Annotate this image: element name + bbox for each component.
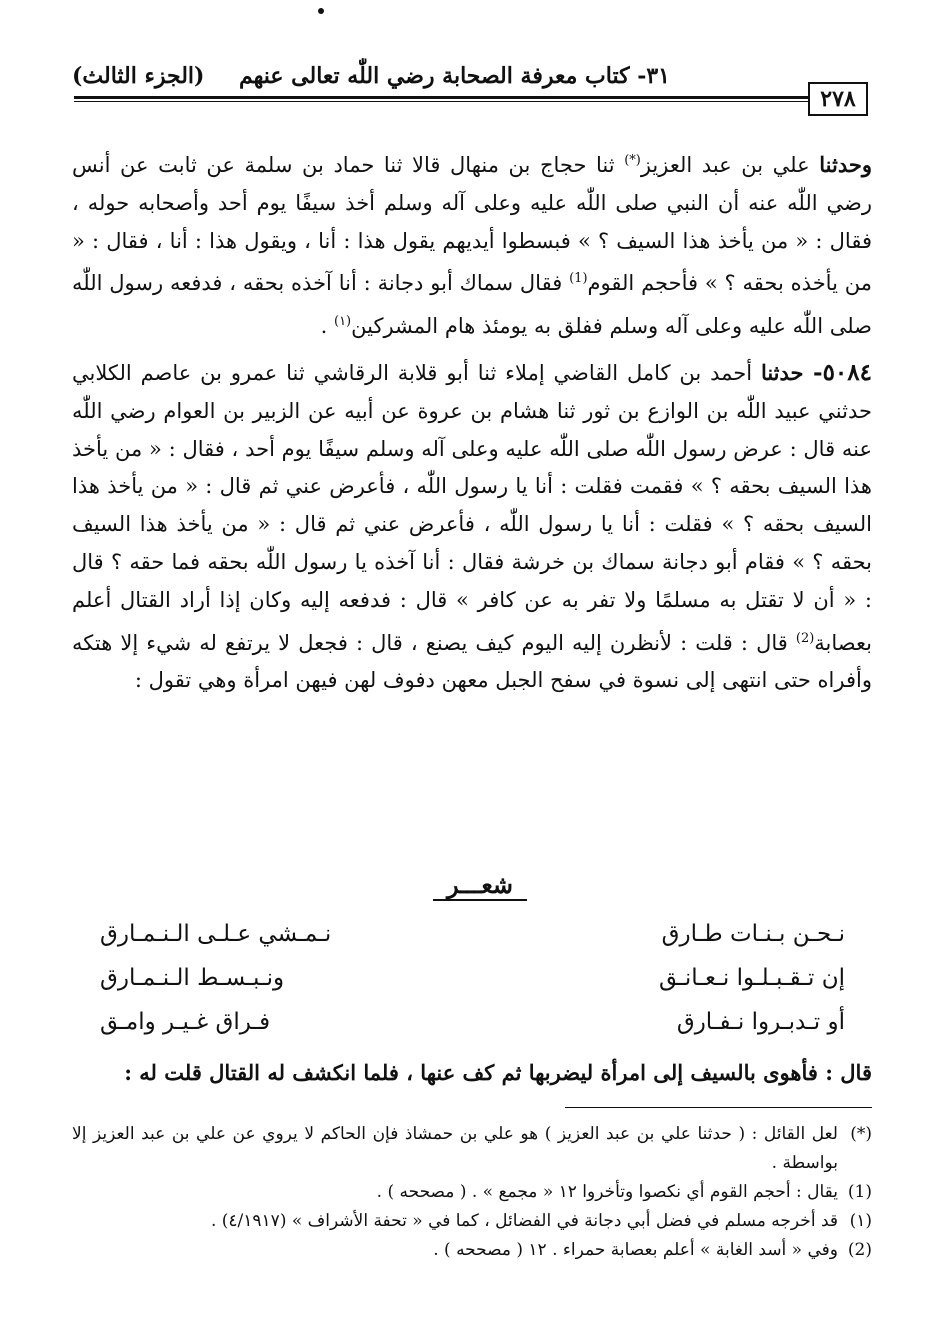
footnotes [72,1120,872,1265]
verse-line [100,1000,845,1044]
footnote [72,1236,872,1265]
footnote-ref: (١) [333,314,352,330]
main-text [72,142,872,700]
paragraph-2 [72,354,872,700]
header-rule-thin [74,101,808,102]
verse-line [100,956,845,1000]
footnote-text: يقال : أحجم القوم أي نكصوا وتأخروا ١٢ « مجمع » . ( مصححه ) . [376,1182,838,1202]
verse-hemistich: نـمـشي عـلـى الـنـمـارق [100,921,332,947]
footnote-marker: (2) [847,1240,872,1260]
volume-label: (الجزء الثالث) [72,63,205,89]
footnote-ref: (2) [795,630,815,646]
footnote-marker: (1) [847,1182,872,1202]
footnote [72,1207,872,1236]
poem-title: شعـــر [360,870,600,899]
paragraph-2-text-a: أحمد بن كامل القاضي إملاء ثنا أبو قلابة الرقاشي ثنا عمرو بن عاصم الكلابي حدثني عبيد اللّٰه بن الوازع بن ثور ثنا هشام بن عروة عن أبيه عن الزبير بن العوام رضي اللّٰه عنه قال : عرض رسول اللّٰه صلى اللّٰه عليه وعلى آله وسلم سيفًا يوم أحد ، فقال : « من يأخذ هذا السيف بحقه ؟ » فقمت فقلت : أنا يا رسول اللّٰه ، فأعرض عني ثم قال : « من يأخذ هذا السيف بحقه ؟ » فقلت : أنا يا رسول اللّٰه ، فأعرض عني ثم قال : « من يأخذ هذا السيف بحقه ؟ » فقام أبو دجانة سماك بن خرشة فقال : أنا آخذه يا رسول اللّٰه بحقه فما حقه ؟ قال : « أن لا تقتل به مسلمًا ولا تفر به عن كافر » قال : فدفعه إليه وكان إذا أراد القتال أعلم بعصابة [72,360,872,655]
paragraph-1-text-a: علي بن عبد العزيز [640,153,820,177]
verse-hemistich: فـراق غـيـر وامـق [100,1009,271,1035]
paragraph-1-text-d: . [320,314,334,339]
paragraph-1-text-b: ثنا حجاج بن منهال قالا ثنا حماد بن سلمة عن ثابت عن أنس رضي اللّٰه عنه أن النبي صلى اللّٰه عليه وعلى آله وسلم أخذ سيفًا يوم أحد وأصحابه حوله ، فقال : « من يأخذ هذا السيف ؟ » فبسطوا أيديهم يقول هذا : أنا ، ويقول هذا : أنا ، فقال : « من يأخذه بحقه ؟ » فأحجم القوم [72,153,872,296]
post-poem-line: قال : فأهوى بالسيف إلى امرأة ليضربها ثم كف عنها ، فلما انكشف له القتال قلت له : [124,1060,872,1085]
paragraph-1-text-c: فقال سماك أبو دجانة : أنا آخذه بحقه ، فدفعه رسول اللّٰه صلى اللّٰه عليه وعلى آله وسلم ففلق به يومئذ هام المشركين [72,271,872,339]
paragraph-2-text-b: قال : قلت : لأنظرن إليه اليوم كيف يصنع ، قال : فجعل لا يرتفع له شيء إلا هتكه وأفراه حتى انتهى إلى نسوة في سفح الجبل معهن دفوف لهن فيهن امرأة وهي تقول : [72,630,872,693]
paragraph-2-lead: حدثنا [760,359,814,385]
verse-hemistich: ونـبـسـط الـنـمـارق [100,965,285,991]
footnote [72,1120,872,1178]
footnote-ref: (1) [569,271,588,287]
verse-hemistich: نـحـن بـنـات طـارق [661,921,845,947]
footnote-text: وفي « أسد الغابة » أعلم بعصابة حمراء . ١٢ ( مصححه ) . [433,1240,838,1260]
ink-dot [318,8,324,14]
footnote-ref: (*) [624,153,641,168]
footnote-separator [565,1107,872,1108]
footnote-text: لعل القائل : ( حدثنا علي بن عبد العزيز ) هو علي بن حمشاذ فإن الحاكم لا يروي عن علي بن عبد العزيز إلا بواسطة . [72,1124,838,1173]
verse-hemistich: إن تـقـبـلـوا نـعـانـق [658,965,845,991]
paragraph-1-lead: وحدثنا [819,152,872,177]
running-header [72,58,870,94]
poem [100,912,845,1044]
verse-hemistich: أو تـدبـروا نـفـارق [676,1009,845,1035]
footnote-marker: (١) [849,1211,872,1231]
footnote-marker: (*) [850,1124,872,1144]
page-number: ٢٧٨ [808,82,868,116]
footnote-text: قد أخرجه مسلم في فضل أبي دجانة في الفضائل ، كما في « تحفة الأشراف » (٤/١٩١٧) . [210,1211,838,1231]
verse-line [100,912,845,956]
chapter-title: ٣١- كتاب معرفة الصحابة رضي اللّٰه تعالى عنهم [238,63,670,89]
footnote [72,1178,872,1207]
hadith-number: ٥٠٨٤- [813,358,872,386]
header-rule [74,96,808,99]
paragraph-1 [72,142,872,346]
